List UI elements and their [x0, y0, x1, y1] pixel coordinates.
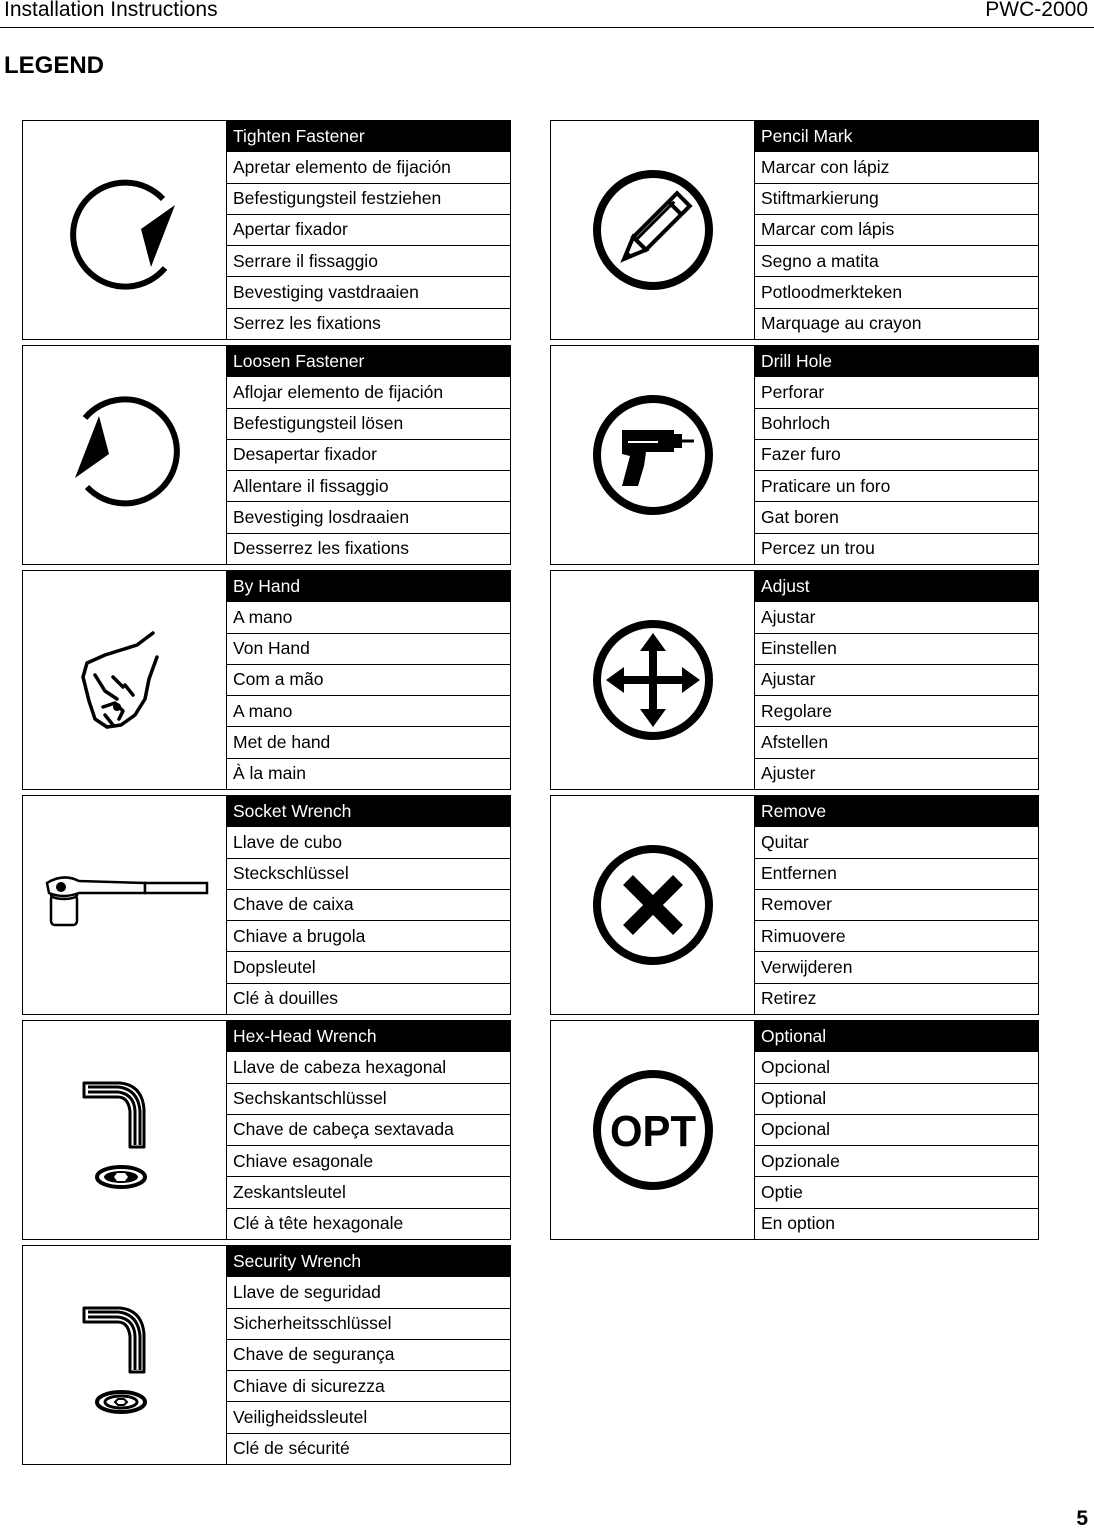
- legend-label-fr: À la main: [233, 763, 306, 784]
- legend-block-hex-head-wrench: [22, 1020, 511, 1240]
- legend-label-nl: Afstellen: [755, 727, 1038, 758]
- legend-label-de: Steckschlüssel: [227, 859, 510, 890]
- hex-wrench-icon: [23, 1021, 227, 1239]
- pencil-mark-icon: [551, 121, 755, 339]
- legend-block-loosen-fastener: [22, 345, 511, 565]
- legend-label-de: Bohrloch: [755, 409, 1038, 440]
- legend-label-nl: Zeskantsleutel: [227, 1177, 510, 1208]
- legend-block-security-wrench: [22, 1245, 511, 1465]
- legend-heading: Optional: [755, 1021, 1038, 1052]
- legend-label-nl: Bevestiging losdraaien: [227, 502, 510, 533]
- legend-label-fr: Clé à douilles: [233, 988, 339, 1009]
- legend-label-fr: En option: [761, 1213, 835, 1234]
- hand-icon: [23, 571, 227, 789]
- legend-block-adjust: [550, 570, 1039, 790]
- page-title: LEGEND: [4, 52, 105, 79]
- legend-label-it: Chiave di sicurezza: [227, 1371, 510, 1402]
- legend-label-es: Marcar con lápiz: [755, 152, 1038, 183]
- legend-label-pt: Desapertar fixador: [227, 440, 510, 471]
- legend-label-fr: Marquage au crayon: [761, 313, 922, 334]
- legend-heading: Hex-Head Wrench: [227, 1021, 510, 1052]
- legend-label-fr: Clé de sécurité: [233, 1438, 350, 1459]
- legend-label-de: Stiftmarkierung: [755, 184, 1038, 215]
- legend-label-pt: Apertar fixador: [227, 215, 510, 246]
- legend-label-it: Opzionale: [755, 1146, 1038, 1177]
- remove-x-icon: [551, 796, 755, 1014]
- legend-block-optional: [550, 1020, 1039, 1240]
- legend-label-nl: Verwijderen: [755, 952, 1038, 983]
- legend-block-tighten-fastener: [22, 120, 511, 340]
- legend-label-fr: Retirez: [761, 988, 817, 1009]
- legend-label-fr: Serrez les fixations: [233, 313, 381, 334]
- legend-label-nl: Potloodmerkteken: [755, 277, 1038, 308]
- legend-label-pt: Opcional: [755, 1115, 1038, 1146]
- legend-label-it: Segno a matita: [755, 246, 1038, 277]
- legend-heading: Remove: [755, 796, 1038, 827]
- legend-label-fr: Clé à tête hexagonale: [233, 1213, 404, 1234]
- legend-label-es: Opcional: [755, 1052, 1038, 1083]
- legend-label-nl: Optie: [755, 1177, 1038, 1208]
- legend-heading: Pencil Mark: [755, 121, 1038, 152]
- legend-label-es: Llave de cabeza hexagonal: [227, 1052, 510, 1083]
- opt-icon: [551, 1021, 755, 1239]
- legend-label-de: Befestigungsteil lösen: [227, 409, 510, 440]
- legend-label-de: Entfernen: [755, 859, 1038, 890]
- legend-label-it: Allentare il fissaggio: [227, 471, 510, 502]
- legend-label-nl: Dopsleutel: [227, 952, 510, 983]
- legend-heading: Loosen Fastener: [227, 346, 510, 377]
- legend-heading: Security Wrench: [227, 1246, 510, 1277]
- legend-label-fr: Ajuster: [761, 763, 816, 784]
- legend-label-pt: Remover: [755, 890, 1038, 921]
- legend-label-es: Aflojar elemento de fijación: [227, 377, 510, 408]
- legend-heading: Adjust: [755, 571, 1038, 602]
- legend-label-de: Einstellen: [755, 634, 1038, 665]
- opt-icon-text: OPT: [609, 1107, 696, 1156]
- legend-label-nl: Bevestiging vastdraaien: [227, 277, 510, 308]
- legend-label-it: Praticare un foro: [755, 471, 1038, 502]
- legend-block-socket-wrench: [22, 795, 511, 1015]
- legend-label-pt: Fazer furo: [755, 440, 1038, 471]
- header-doc-title: Installation Instructions: [4, 0, 218, 21]
- legend-heading: Drill Hole: [755, 346, 1038, 377]
- legend-label-pt: Com a mão: [227, 665, 510, 696]
- legend-label-de: Von Hand: [227, 634, 510, 665]
- legend-heading: By Hand: [227, 571, 510, 602]
- legend-label-it: Serrare il fissaggio: [227, 246, 510, 277]
- adjust-arrows-icon: [551, 571, 755, 789]
- legend-label-pt: Chave de segurança: [227, 1340, 510, 1371]
- legend-label-it: Rimuovere: [755, 921, 1038, 952]
- header-divider: [0, 27, 1094, 28]
- legend-heading: Tighten Fastener: [227, 121, 510, 152]
- header-model-number: PWC-2000: [985, 0, 1088, 21]
- legend-label-pt: Chave de cabeça sextavada: [227, 1115, 510, 1146]
- legend-label-nl: Gat boren: [755, 502, 1038, 533]
- legend-label-nl: Veiligheidssleutel: [227, 1402, 510, 1433]
- legend-label-it: Chiave a brugola: [227, 921, 510, 952]
- legend-label-fr: Percez un trou: [761, 538, 875, 559]
- legend-label-es: Apretar elemento de fijación: [227, 152, 510, 183]
- socket-wrench-icon: [23, 796, 227, 1014]
- legend-block-remove: [550, 795, 1039, 1015]
- legend-label-es: Quitar: [755, 827, 1038, 858]
- tighten-fastener-icon: [23, 121, 227, 339]
- legend-label-es: Llave de seguridad: [227, 1277, 510, 1308]
- legend-label-de: Optional: [755, 1084, 1038, 1115]
- legend-label-nl: Met de hand: [227, 727, 510, 758]
- legend-label-fr: Desserrez les fixations: [233, 538, 410, 559]
- legend-block-drill-hole: [550, 345, 1039, 565]
- loosen-fastener-icon: [23, 346, 227, 564]
- legend-label-pt: Marcar com lápis: [755, 215, 1038, 246]
- legend-label-it: A mano: [227, 696, 510, 727]
- legend-label-pt: Chave de caixa: [227, 890, 510, 921]
- legend-label-es: Ajustar: [755, 602, 1038, 633]
- legend-block-by-hand: [22, 570, 511, 790]
- legend-label-it: Regolare: [755, 696, 1038, 727]
- legend-label-de: Befestigungsteil festziehen: [227, 184, 510, 215]
- legend-label-de: Sicherheitsschlüssel: [227, 1309, 510, 1340]
- drill-icon: [551, 346, 755, 564]
- legend-label-es: Llave de cubo: [227, 827, 510, 858]
- legend-label-es: Perforar: [755, 377, 1038, 408]
- legend-label-it: Chiave esagonale: [227, 1146, 510, 1177]
- security-wrench-icon: [23, 1246, 227, 1464]
- legend-label-pt: Ajustar: [755, 665, 1038, 696]
- legend-label-de: Sechskantschlüssel: [227, 1084, 510, 1115]
- legend-block-pencil-mark: [550, 120, 1039, 340]
- legend-label-es: A mano: [227, 602, 510, 633]
- page-number: 5: [1076, 1507, 1088, 1530]
- legend-heading: Socket Wrench: [227, 796, 510, 827]
